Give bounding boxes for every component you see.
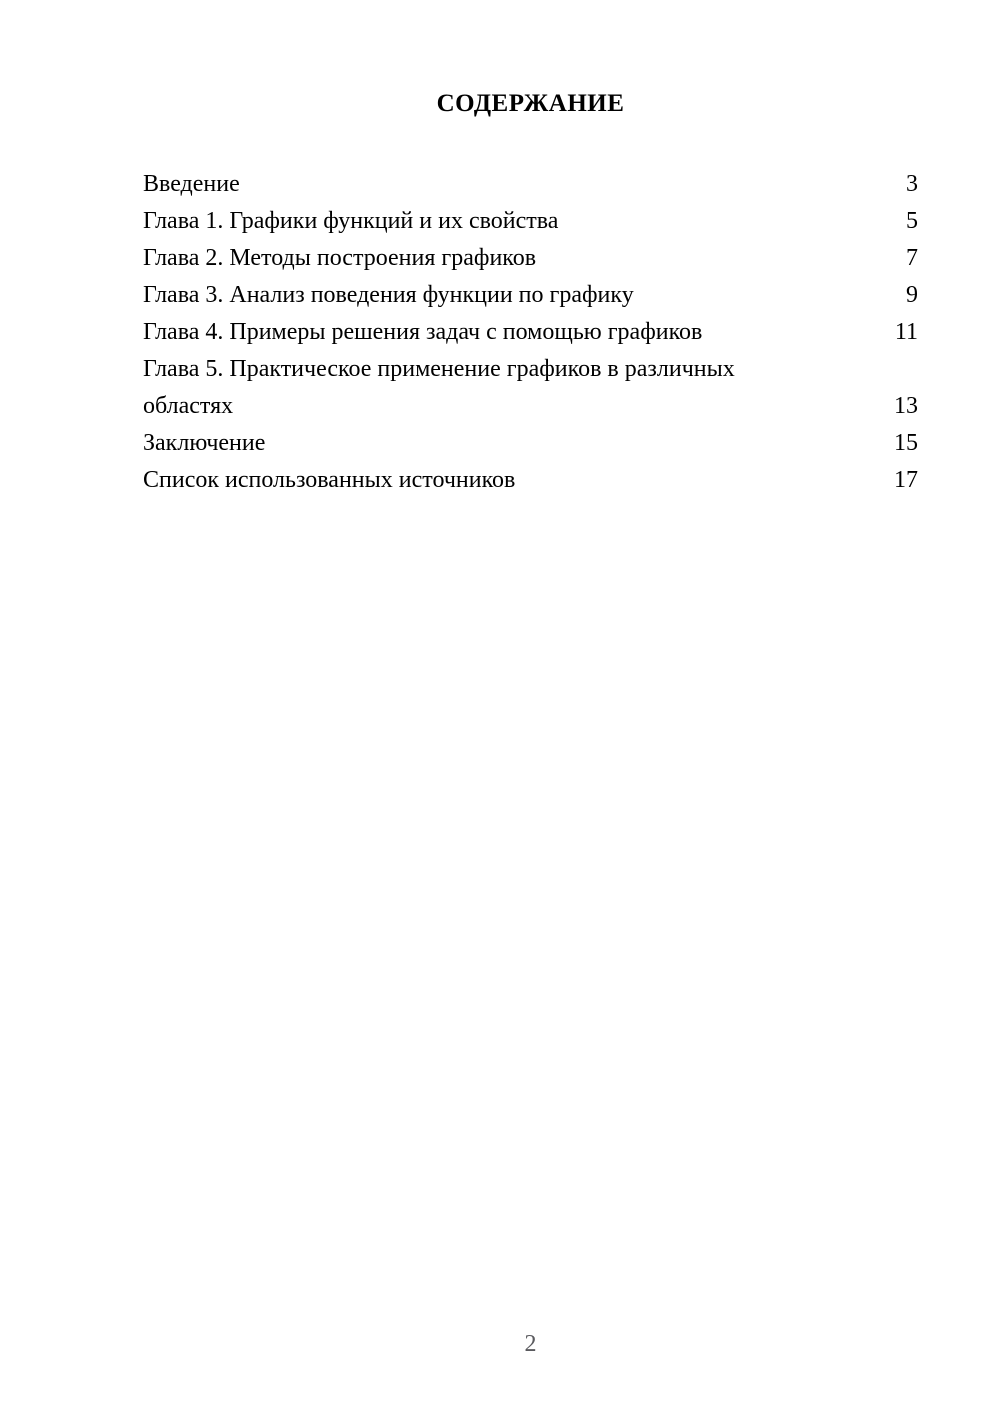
toc-entry-page-number: 5 [906,208,918,234]
toc-entry-label: Глава 2. Методы построения графиков [143,245,537,271]
table-of-contents [143,166,918,499]
toc-entry-label: Глава 4. Примеры решения задач с помощью графиков [143,319,703,345]
toc-entry-chapter-2 [143,240,918,277]
page-title: СОДЕРЖАНИЕ [436,90,625,117]
toc-entry-label: Введение [143,171,240,197]
toc-entry-chapter-5 [143,351,918,425]
toc-entry-page-number: 11 [894,319,918,345]
toc-entry-introduction [143,166,918,203]
toc-entry-label: Заключение [143,430,266,456]
toc-entry-label: Глава 5. Практическое применение графиков в различных областях [143,356,735,419]
footer-page-number: 2 [524,1331,537,1357]
toc-entry-label: Глава 1. Графики функций и их свойства [143,208,559,234]
toc-entry-page-number: 9 [906,282,918,308]
toc-entry-references [143,462,918,499]
toc-entry-chapter-3 [143,277,918,314]
toc-entry-page-number: 3 [906,171,918,197]
toc-entry-chapter-4 [143,314,918,351]
toc-entry-conclusion [143,425,918,462]
toc-entry-chapter-1 [143,203,918,240]
toc-entry-page-number: 7 [906,245,918,271]
toc-entry-label: Глава 3. Анализ поведения функции по графику [143,282,634,308]
toc-entry-page-number: 17 [894,467,918,493]
toc-entry-page-number: 13 [894,393,918,419]
toc-entry-page-number: 15 [894,430,918,456]
toc-entry-label: Список использованных источников [143,467,516,493]
